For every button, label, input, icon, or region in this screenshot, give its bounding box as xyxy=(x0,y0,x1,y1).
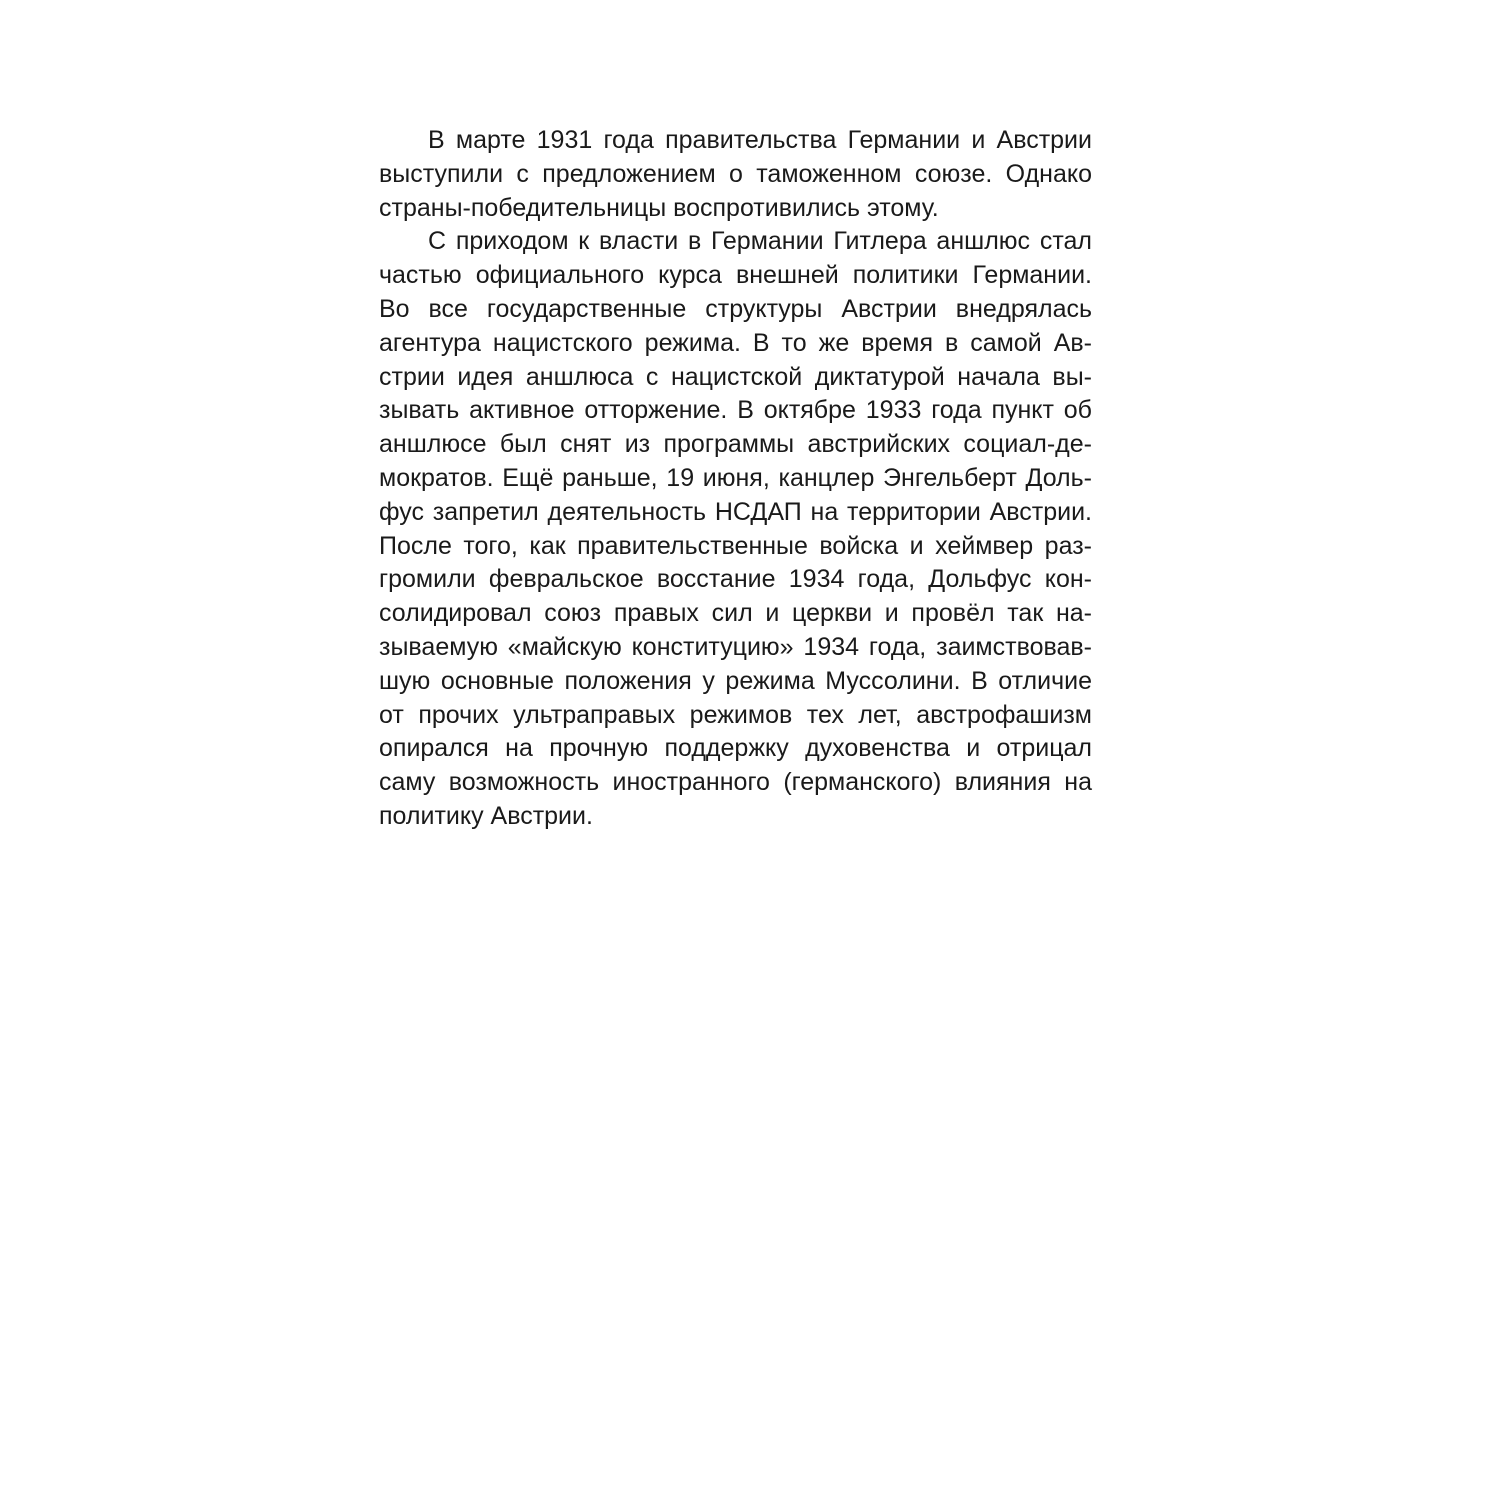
text-line: С приходом к власти в Германии Гитлера аншлюс стал xyxy=(428,227,1092,256)
text-line: зывать активное отторжение. В октябре 1933 года пункт об xyxy=(379,396,1092,425)
text-line: аншлюсе был снят из программы австрийских социал-де- xyxy=(379,430,1092,459)
text-line: фус запретил деятельность НСДАП на территории Австрии. xyxy=(379,497,1092,526)
text-line: солидировал союз правых сил и церкви и провёл так на- xyxy=(379,599,1092,628)
text-line: В марте 1931 года правительства Германии и Австрии xyxy=(428,126,1092,154)
text-line: мократов. Ещё раньше, 19 июня, канцлер Энгельберт Доль- xyxy=(379,463,1092,492)
text-line: опирался на прочную поддержку духовенства и отрицал xyxy=(379,734,1092,763)
paragraph-1 xyxy=(379,124,1092,225)
text-line: Во все государственные структуры Австрии внедрялась xyxy=(379,294,1092,323)
text-line: громили февральское восстание 1934 года, Дольфус кон- xyxy=(379,565,1092,594)
text-line: страны-победительницы воспротивились этому. xyxy=(379,193,939,222)
text-line: зываемую «майскую конституцию» 1934 года, заимствовав- xyxy=(379,632,1092,661)
text-line: выступили с предложением о таможенном союзе. Однако xyxy=(379,159,1092,188)
text-line: от прочих ультраправых режимов тех лет, австрофашизм xyxy=(379,700,1092,729)
paragraph-2 xyxy=(379,225,1092,833)
text-line: саму возможность иностранного (германского) влияния на xyxy=(379,768,1092,797)
text-line: агентура нацистского режима. В то же время в самой Ав- xyxy=(379,328,1092,357)
text-line: шую основные положения у режима Муссолини. В отличие xyxy=(379,666,1092,695)
text-line: частью официального курса внешней политики Германии. xyxy=(379,261,1092,290)
text-line: После того, как правительственные войска и хеймвер раз- xyxy=(379,531,1092,560)
body-text xyxy=(379,124,1092,834)
text-line: политику Австрии. xyxy=(379,801,593,830)
text-line: стрии идея аншлюса с нацистской диктатурой начала вы- xyxy=(379,362,1092,391)
